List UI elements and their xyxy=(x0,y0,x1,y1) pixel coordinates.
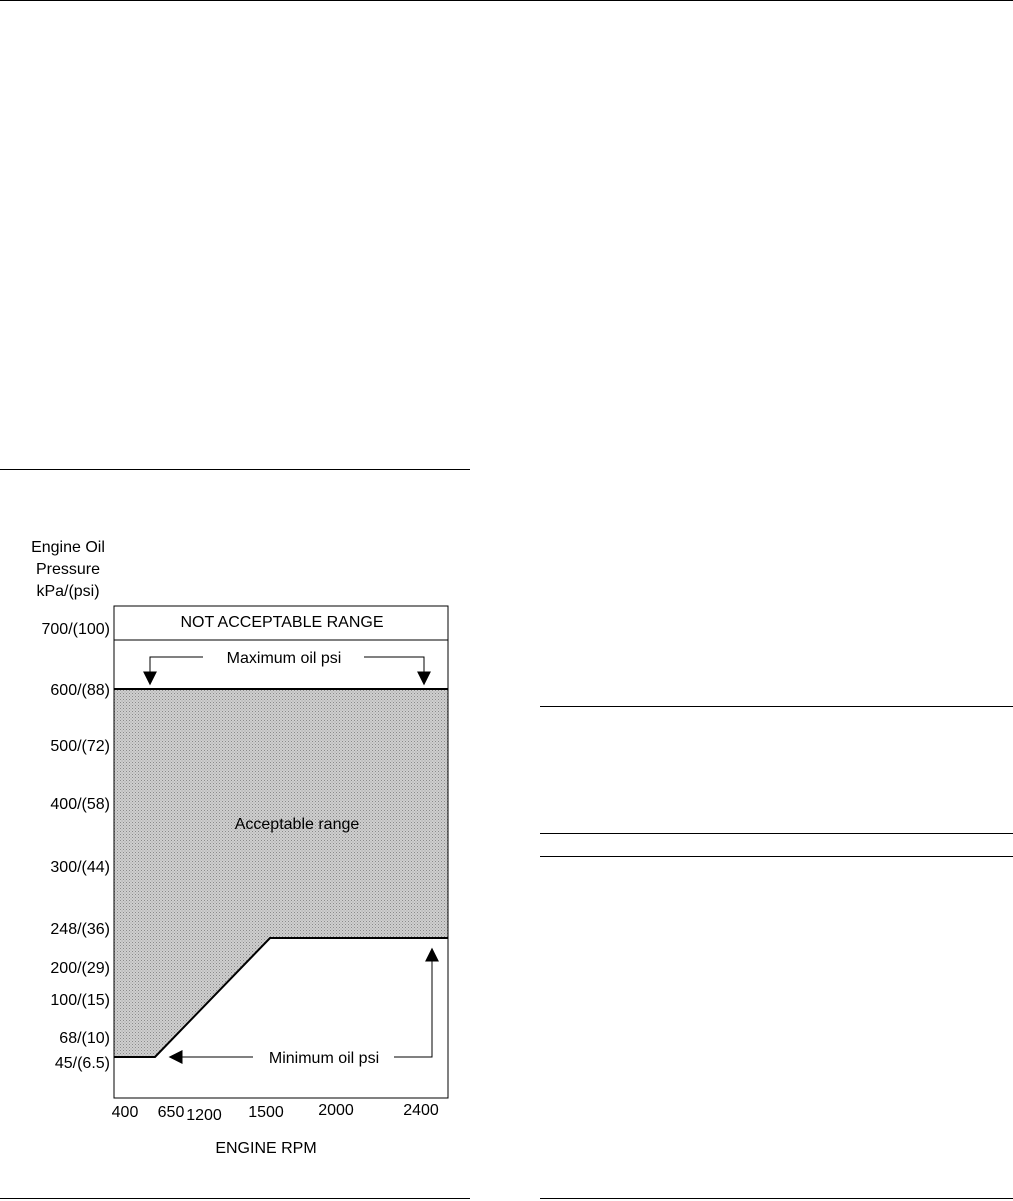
y-tick-label: 100/(15) xyxy=(50,992,110,1009)
max-right-arrow xyxy=(364,657,424,684)
not-acceptable-range-label: NOT ACCEPTABLE RANGE xyxy=(180,614,384,631)
y-tick-label: 300/(44) xyxy=(50,859,110,876)
x-tick-label: 400 xyxy=(111,1104,139,1121)
x-tick-label: 650 xyxy=(157,1104,185,1121)
y-tick-label: 200/(29) xyxy=(50,960,110,977)
y-tick-label: 45/(6.5) xyxy=(54,1055,110,1072)
x-tick-labels xyxy=(112,1102,439,1124)
max-left-arrow xyxy=(150,657,203,684)
x-tick-label: 2400 xyxy=(403,1102,439,1119)
y-tick-label: 700/(100) xyxy=(41,621,110,638)
x-axis-title: ENGINE RPM xyxy=(215,1140,317,1157)
y-tick-label: 68/(10) xyxy=(59,1030,110,1047)
y-tick-labels xyxy=(42,621,111,1072)
y-tick-label: 600/(88) xyxy=(50,682,110,699)
x-tick-label: 2000 xyxy=(318,1102,354,1119)
min-oil-psi-label: Minimum oil psi xyxy=(268,1050,380,1067)
y-axis-title-line-3: kPa/(psi) xyxy=(36,583,100,600)
y-axis-title xyxy=(31,539,105,600)
y-tick-label: 248/(36) xyxy=(50,921,110,938)
acceptable-range-area xyxy=(114,689,448,1057)
y-axis-title-line-2: Pressure xyxy=(35,561,101,578)
max-oil-psi-label: Maximum oil psi xyxy=(226,650,342,667)
y-tick-label: 400/(58) xyxy=(50,796,110,813)
x-tick-label: 1500 xyxy=(248,1104,284,1121)
x-tick-label: 1200 xyxy=(186,1107,222,1124)
y-axis-title-line-1: Engine Oil xyxy=(31,539,105,556)
acceptable-range-label: Acceptable range xyxy=(234,816,360,833)
max-annotation xyxy=(150,650,424,684)
y-tick-label: 500/(72) xyxy=(50,738,110,755)
min-right-arrow xyxy=(394,949,432,1057)
